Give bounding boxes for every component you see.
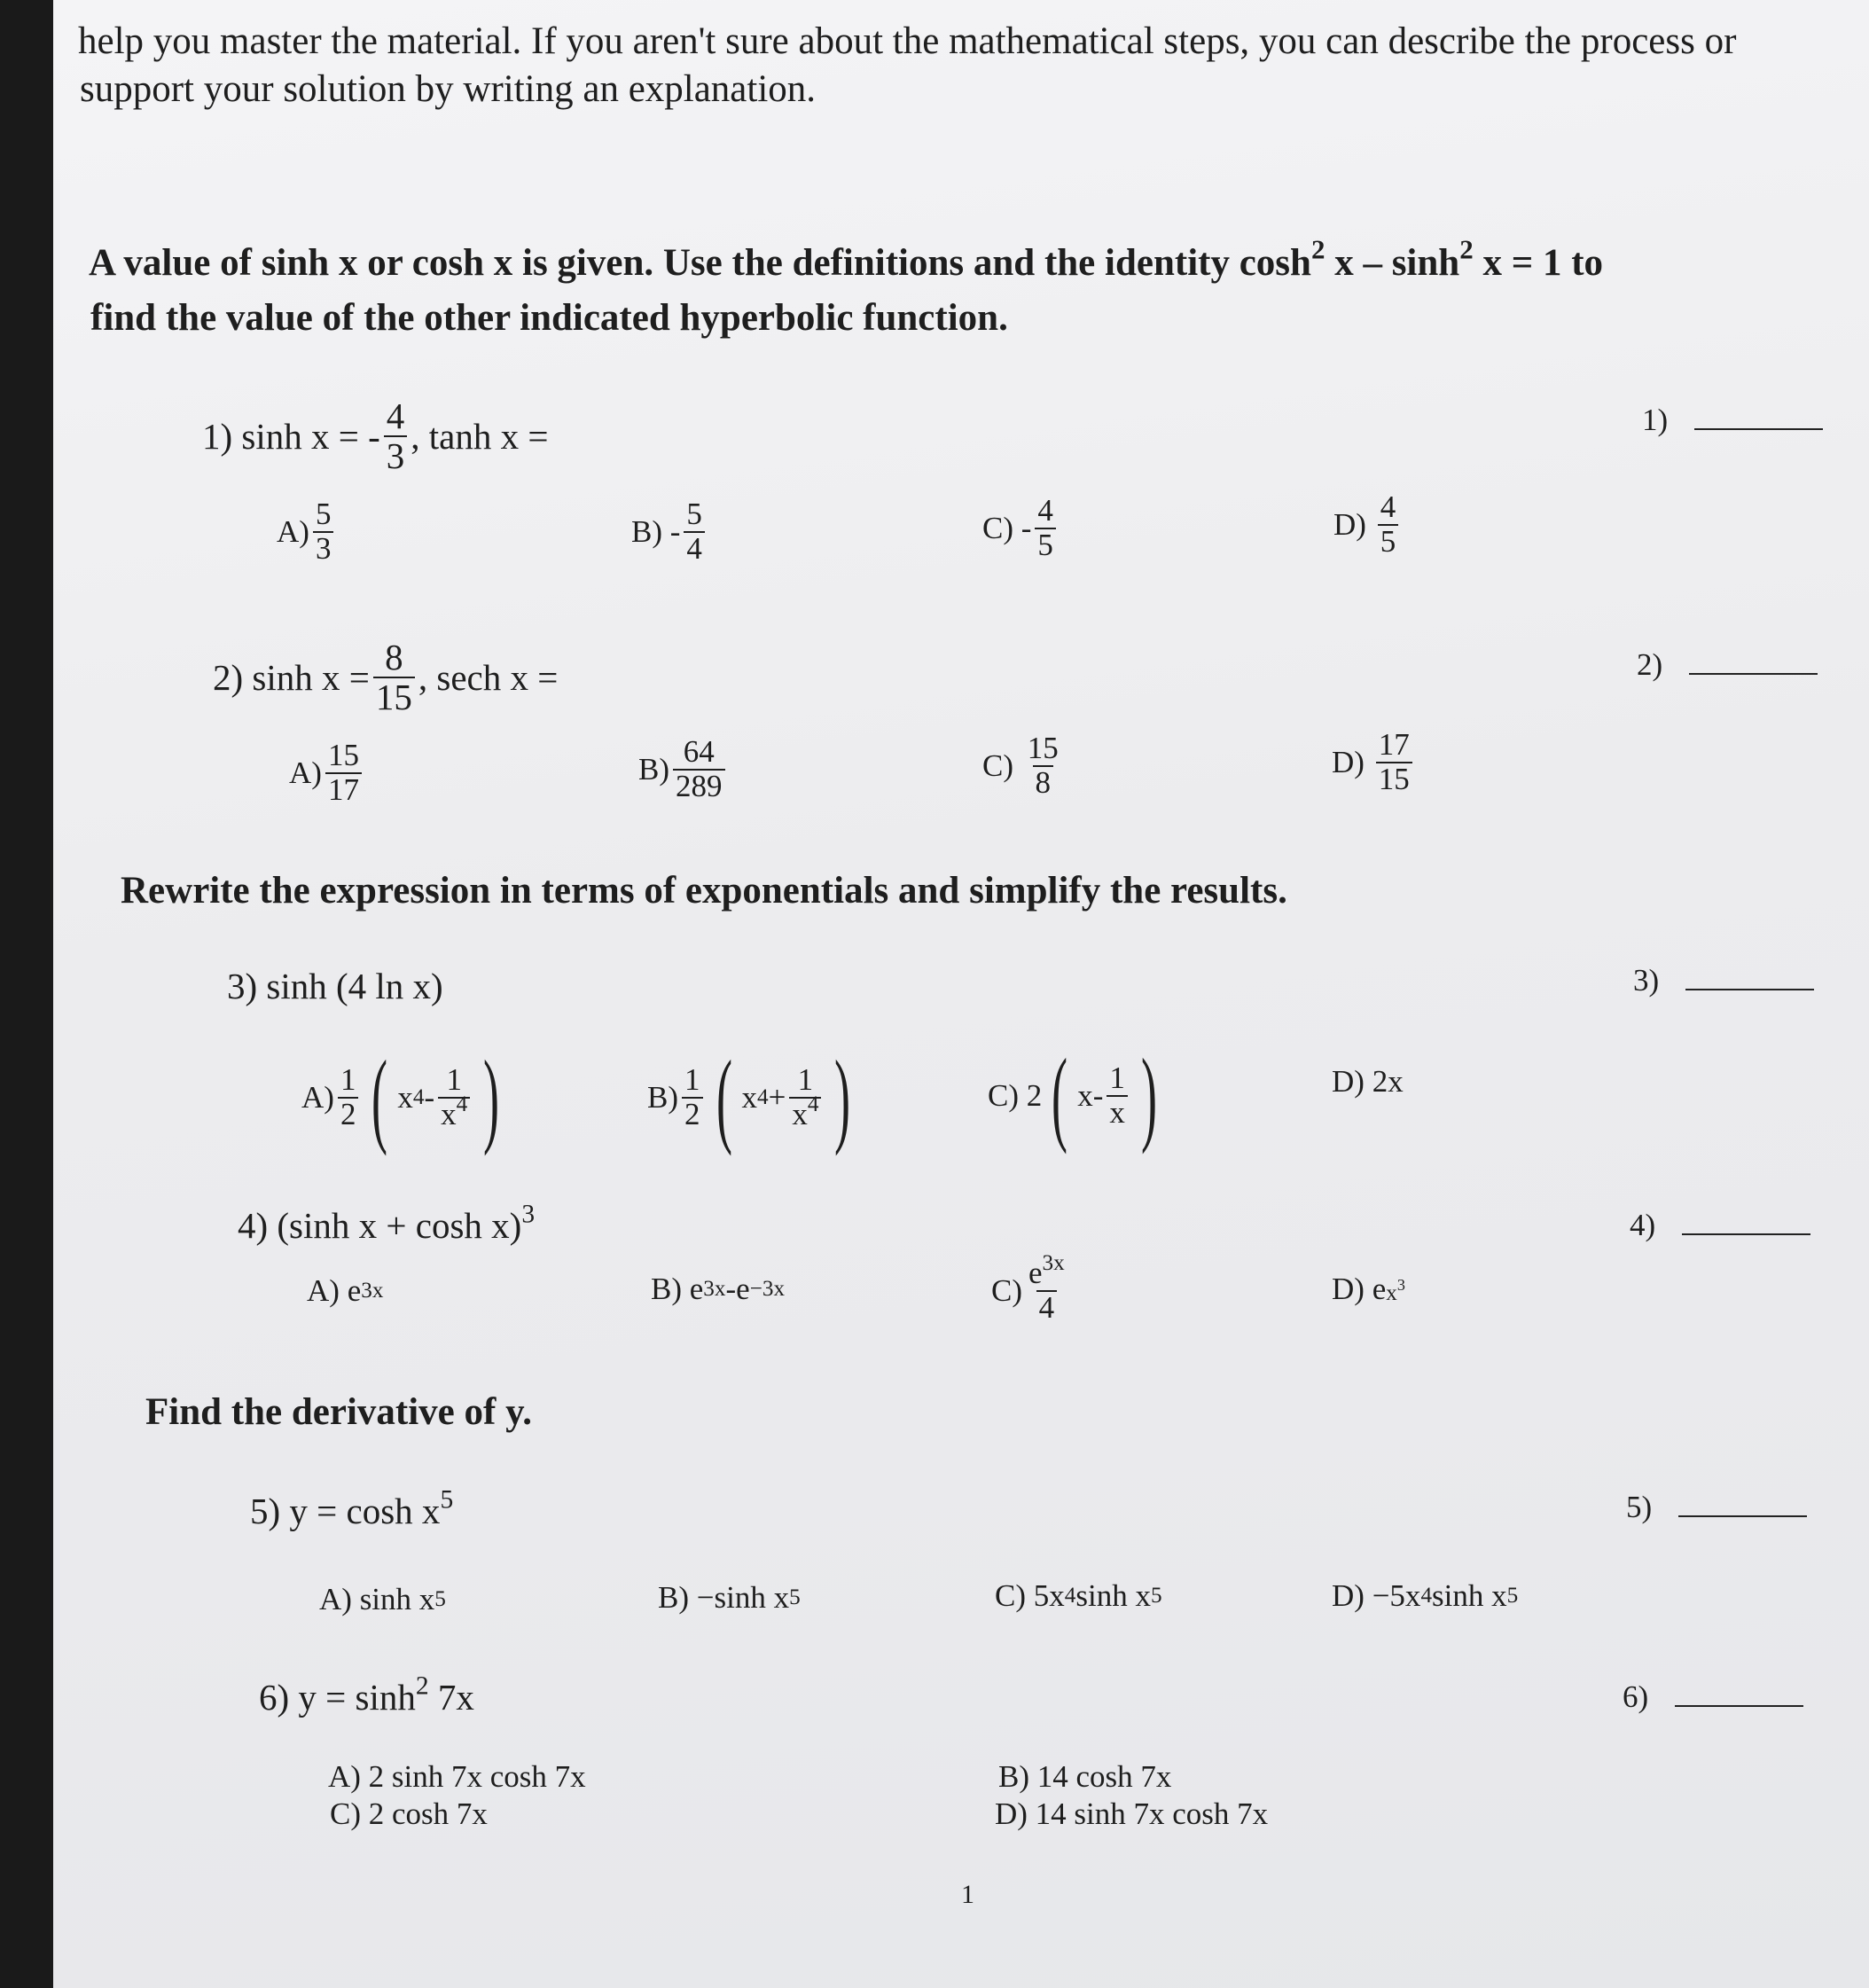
intro-line-2: support your solution by writing an explanation. [80,68,817,110]
q1-option-c[interactable]: C) - $\frac{4}{5}$ [982,495,1060,562]
q3-option-c[interactable]: C) 2 ( x - $\frac{1}{x}$ ) [988,1037,1157,1154]
q5-option-c[interactable]: C) 5x 4 sinh x 5 [995,1578,1162,1613]
q2-option-a[interactable]: A) $\frac{15}{17}$ [289,740,365,807]
answer-blank-3[interactable]: 3) [1633,963,1814,998]
q5-option-a[interactable]: A) sinh x 5 [319,1582,446,1616]
section-heading-hyperbolic-line-2: find the value of the other indicated hyperbolic function. [90,297,1008,339]
answer-blank-6[interactable]: 6) [1623,1679,1803,1715]
q2-option-b[interactable]: B) $\frac{64}{289}$ [638,736,729,803]
q1-option-b[interactable]: B) - $\frac{5}{4}$ [631,498,708,566]
answer-blank-1[interactable]: 1) [1642,403,1823,438]
q4-option-d[interactable]: D) e $x^3$ [1332,1272,1405,1306]
question-5: 5) $y = \cosh x^5$ [250,1485,454,1531]
q1-option-a[interactable]: A) $\frac{5}{3}$ [277,498,337,566]
q6-option-d[interactable]: D) 14 sinh 7x cosh 7x [995,1796,1269,1831]
q3-option-b[interactable]: B) $\frac{1}{2}$ ( x 4 + $\frac{1}{x^4}$ ) [647,1038,851,1156]
q6-option-a[interactable]: A) 2 sinh 7x cosh 7x [328,1759,586,1794]
answer-blank-4[interactable]: 4) [1630,1208,1810,1243]
q2-option-c[interactable]: C) $\frac{15}{8}$ [982,731,1059,800]
question-2: 2) sinh x = $\frac{8}{15}$ , sech x = [213,637,559,718]
q2-option-d[interactable]: D) $\frac{17}{15}$ [1332,729,1416,796]
q5-option-d[interactable]: D) −5x 4 sinh x 5 [1332,1578,1519,1613]
intro-line-1: help you master the material. If you aren't sure about the mathematical steps, you can describe the process or [78,20,1737,62]
q4-option-c[interactable]: C) $\frac{e^{3x}}{4}$ [991,1250,1065,1325]
q6-option-c[interactable]: C) 2 cosh 7x [330,1796,488,1831]
q5-option-b[interactable]: B) −sinh x 5 [658,1580,801,1615]
section-heading-derivatives: Find the derivative of y. [145,1391,532,1433]
question-4: 4) (sinh x + cosh x)$^3$ [238,1200,536,1246]
q4-option-a[interactable]: A) e 3x [307,1273,384,1308]
answer-blank-5[interactable]: 5) [1626,1490,1807,1525]
question-3: 3) sinh (4 ln x) [227,966,443,1006]
page-number: 1 [961,1880,974,1909]
section-heading-exponentials: Rewrite the expression in terms of exponentials and simplify the results. [121,870,1287,912]
q4-option-b[interactable]: B) e 3x - e −3x [651,1272,786,1306]
q3-option-d[interactable]: D) 2x [1332,1064,1404,1099]
q1-option-d[interactable]: D) $\frac{4}{5}$ [1333,491,1402,559]
q6-option-b[interactable]: B) 14 cosh 7x [998,1759,1172,1794]
q3-option-a[interactable]: A) $\frac{1}{2}$ ( x 4 - $\frac{1}{x^4}$ ) [301,1038,500,1156]
question-6: 6) $y = \sinh^2 7x$ [259,1671,474,1718]
worksheet-page [53,0,1869,1988]
question-1: 1) sinh x = - $\frac{4}{3}$ , tanh x = [202,395,549,477]
section-heading-hyperbolic: A value of sinh x or cosh x is given. Use the definitions and the identity $\cosh^2 x - \sinh^2 x = 1$ to [89,233,1604,284]
answer-blank-2[interactable]: 2) [1637,647,1818,683]
